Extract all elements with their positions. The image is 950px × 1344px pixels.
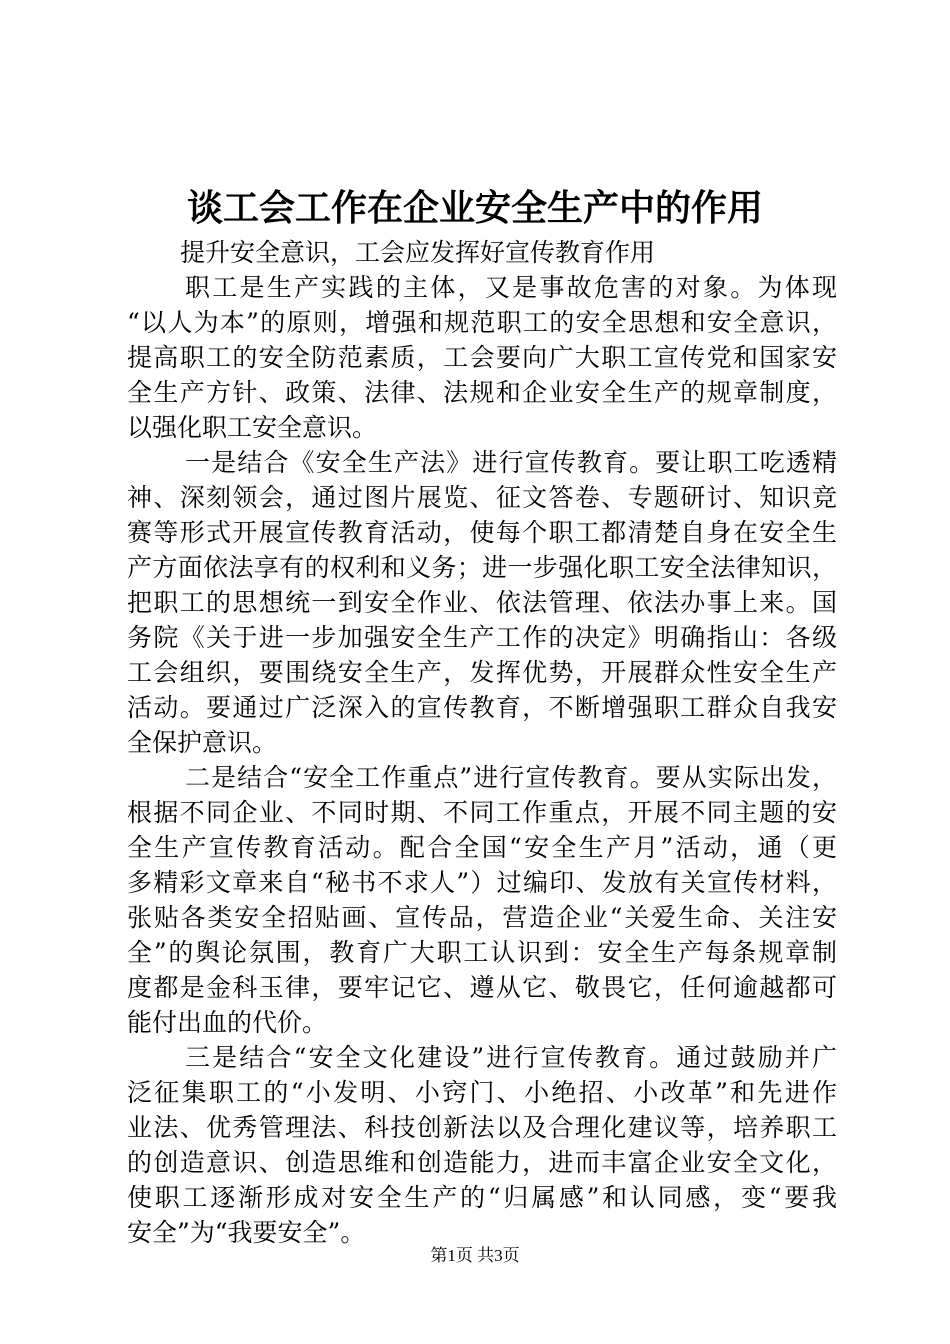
paragraph-line: 的创造意识、创造思维和创造能力，进而丰富企业安全文化， <box>127 1148 837 1177</box>
paragraph-line: 泛征集职工的“小发明、小窍门、小绝招、小改革”和先进作 <box>127 1078 837 1107</box>
paragraph-line: 全”的舆论氛围，教育广大职工认识到：安全生产每条规章制 <box>127 938 837 967</box>
paragraph-line: 赛等形式开展宣传教育活动，使每个职工都清楚自身在安全生 <box>127 518 837 547</box>
paragraph-line: 业法、优秀管理法、科技创新法以及合理化建议等，培养职工 <box>127 1113 837 1142</box>
paragraph-line: 安全”为“我要安全”。 <box>127 1218 366 1247</box>
paragraph-line: 提高职工的安全防范素质，工会要向广大职工宣传党和国家安 <box>127 343 837 372</box>
paragraph-line: 一是结合《安全生产法》进行宣传教育。要让职工吃透精 <box>185 448 837 477</box>
paragraph-line: 活动。要通过广泛深入的宣传教育，不断增强职工群众自我安 <box>127 693 837 722</box>
paragraph-line: 工会组织，要围绕安全生产，发挥优势，开展群众性安全生产 <box>127 658 837 687</box>
paragraph-line: 神、深刻领会，通过图片展览、征文答卷、专题研讨、知识竞 <box>127 483 837 512</box>
paragraph-line: 度都是金科玉律，要牢记它、遵从它、敬畏它，任何逾越都可 <box>127 973 837 1002</box>
paragraph-line: 职工是生产实践的主体，又是事故危害的对象。为体现 <box>185 273 837 302</box>
paragraph-line: 全生产宣传教育活动。配合全国“安全生产月”活动，通（更 <box>127 833 837 862</box>
paragraph-line: 把职工的思想统一到安全作业、依法管理、依法办事上来。国 <box>127 588 837 617</box>
paragraph-line: 根据不同企业、不同时期、不同工作重点，开展不同主题的安 <box>127 798 837 827</box>
paragraph-line: 多精彩文章来自“秘书不求人”）过编印、发放有关宣传材料， <box>127 868 837 897</box>
paragraph-line: 二是结合“安全工作重点”进行宣传教育。要从实际出发， <box>185 763 837 792</box>
paragraph-line: 以强化职工安全意识。 <box>127 413 378 442</box>
paragraph-line: 全生产方针、政策、法律、法规和企业安全生产的规章制度， <box>127 378 837 407</box>
document-title: 谈工会工作在企业安全生产中的作用 <box>186 187 763 229</box>
page-footer: 第1页 共3页 <box>430 1246 520 1265</box>
paragraph-line: 务院《关于进一步加强安全生产工作的决定》明确指山：各级 <box>127 623 837 652</box>
paragraph-line: 张贴各类安全招贴画、宣传品，营造企业“关爱生命、关注安 <box>127 903 837 932</box>
paragraph-line: 能付出血的代价。 <box>127 1008 328 1037</box>
paragraph-line: 三是结合“安全文化建设”进行宣传教育。通过鼓励并广 <box>185 1043 837 1072</box>
paragraph-line: 全保护意识。 <box>127 728 278 757</box>
paragraph-line: “以人为本”的原则，增强和规范职工的安全思想和安全意识， <box>127 308 837 337</box>
paragraph-line: 使职工逐渐形成对安全生产的“归属感”和认同感，变“要我 <box>127 1183 837 1212</box>
section-heading: 提升安全意识，工会应发挥好宣传教育作用 <box>180 238 656 267</box>
paragraph-line: 产方面依法享有的权利和义务；进一步强化职工安全法律知识， <box>127 553 837 582</box>
